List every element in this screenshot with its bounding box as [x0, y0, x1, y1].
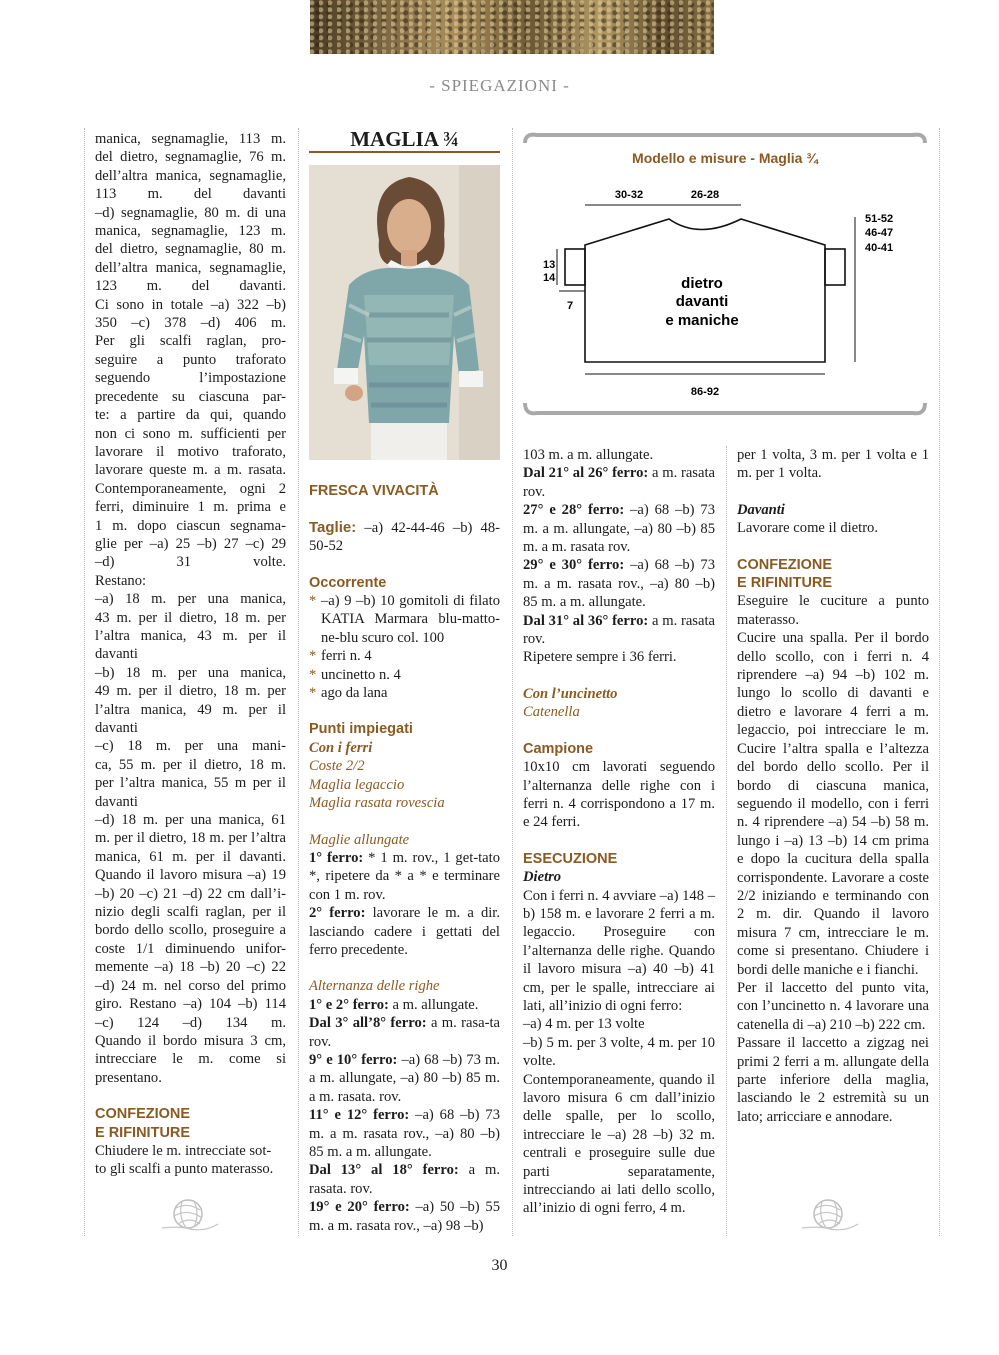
- text-line: –b) 20 –c) 21 –d) 22 cm dall’i-: [95, 885, 286, 902]
- text-line: Chiudere le m. intrecciate sot-: [95, 1142, 272, 1159]
- alt-row: [309, 1198, 500, 1235]
- text-line: del dietro, segnamaglie, 76 m.: [95, 149, 286, 166]
- conf-p3: Per il laccetto del punto vita, con l’uncinetto n. 4 lavorare una catenella di –a) 210 –b) 222 cm.: [737, 979, 929, 1033]
- measurement-diagram: [519, 125, 931, 420]
- text-line: Quando il lavoro misura –a) 19: [95, 867, 286, 884]
- row-label: Dal 21° al 26° ferro:: [523, 465, 649, 482]
- text-line: l’altra manica, 49 m. per il: [95, 701, 286, 718]
- section-header: - SPIEGAZIONI -: [429, 76, 570, 95]
- col3-row: [523, 464, 715, 501]
- text-line: Restano:: [95, 572, 147, 589]
- text-line: te: a partire da qui, quando: [95, 407, 286, 424]
- confezione-text: [95, 1142, 286, 1179]
- text-line: nizio degli scalfi raglan, per il: [95, 904, 286, 921]
- alt-text: –a) 68 –b) 73 m. a m. allungate, –a) 80 –b) 85 m. a m. rasata. rov.: [309, 1051, 500, 1105]
- text-line: davanti: [95, 793, 138, 810]
- con-ferri-heading: Con i ferri: [309, 739, 373, 756]
- taglie-label: Taglie:: [309, 518, 357, 536]
- column-divider: [84, 128, 85, 1236]
- neck-measure: 26-28: [690, 189, 720, 201]
- page-number: 30: [491, 1257, 508, 1274]
- text-line: manica, 61 m. per il davanti.: [95, 848, 286, 865]
- column-3: [523, 446, 715, 1218]
- alt-row: [309, 1106, 500, 1161]
- shoulder-measure: 30-32: [614, 189, 644, 201]
- text-line: –d) 18 m. per una manica, 61: [95, 812, 286, 829]
- text-line: Ci sono in totale –a) 322 –b): [95, 296, 286, 313]
- alt-label: Dal 13° al 18° ferro:: [309, 1162, 459, 1179]
- col4-p1: per 1 volta, 3 m. per 1 volta e 1 m. per 1 volta.: [737, 447, 929, 482]
- row-text: –a) 68 –b) 73 m. a m. rasata rov., –a) 80 –b) 85 m. a m. allungate.: [523, 557, 716, 611]
- alt-row: [309, 1051, 500, 1106]
- text-line: dell’altra manica, segnamaglie,: [95, 259, 286, 276]
- column-2: [309, 127, 501, 1235]
- conf-p4: Passare il laccetto a zigzag nei primi 2 ferri a m. allungate della parte inferiore della maglia, lasciando le 2 estremità su un lato; arricciare e annodare.: [737, 1035, 929, 1125]
- text-line: –d) 24 m. nel corso del primo: [95, 977, 286, 994]
- uncinetto-heading: Con l’uncinetto: [523, 685, 618, 702]
- text-line: 1 m. dopo ciascun segnama-: [95, 517, 286, 534]
- column-divider: [512, 128, 513, 1236]
- text-line: del dietro, segnamaglie, 80 m.: [95, 241, 286, 258]
- text-line: –d) 31 volte.: [95, 554, 286, 571]
- occorrente-item: [309, 684, 500, 702]
- pattern-title: MAGLIA ¾: [309, 130, 500, 153]
- taglie: [309, 519, 500, 556]
- campione-text: 10x10 cm lavorati seguendo l’alternanza delle righe con i ferri n. 4 corrispondono a 17 m. e 24 ferri.: [523, 759, 715, 831]
- col3-p2: Ripetere sempre i 36 ferri.: [523, 649, 677, 666]
- body-label-1: dietro: [681, 275, 723, 292]
- alt-label: Dal 3° all’8° ferro:: [309, 1015, 427, 1032]
- confezione-heading: CONFEZIONE: [737, 556, 833, 573]
- ferro-2-label: 2° ferro:: [309, 905, 366, 922]
- bullet-star: *: [309, 685, 317, 702]
- campione-heading: Campione: [523, 740, 594, 757]
- subtitle: FRESCA VIVACITÀ: [309, 483, 439, 500]
- text-line: 49 m. per il dietro, 18 m. per: [95, 683, 286, 700]
- height-measure-1: 51-52: [865, 213, 894, 225]
- davanti-heading: Davanti: [737, 501, 785, 518]
- ferro-1: [309, 849, 500, 904]
- text-line: 113 m. del davanti: [95, 186, 286, 203]
- dietro-heading: Dietro: [523, 869, 562, 886]
- diagram-title: Modello e misure - Maglia ¾: [632, 150, 818, 166]
- alt-text: –a) 68 –b) 73 m. a m. rasata rov., –a) 80 –b) 85 m. a m. allungate.: [309, 1107, 500, 1160]
- sleeve-measure-1: 13: [543, 259, 556, 271]
- row-text: a m. rasata rov.: [523, 465, 715, 500]
- davanti-text: Lavorare come il dietro.: [737, 520, 879, 537]
- diagram-top-bracket: [525, 135, 925, 143]
- text-line: –c) 18 m. per una mani-: [95, 738, 286, 755]
- taglie-value: –a) 42-44-46 –b) 48-50-52: [309, 519, 500, 555]
- ferro-1-text: * 1 m. rov., 1 get-tato *, ripetere da * a * e terminare con 1 m. rov.: [309, 849, 500, 903]
- occorrente-item: [309, 647, 500, 665]
- col3-row: [523, 556, 715, 611]
- occorrente-heading: Occorrente: [309, 574, 387, 591]
- dietro-size-a: –a) 4 m. per 13 volte: [523, 1016, 645, 1033]
- right-cuff: [825, 249, 845, 285]
- alt-text: –a) 50 –b) 55 m. a m. rasata rov., –a) 98 –b): [309, 1199, 500, 1234]
- column-4: [737, 446, 929, 1126]
- text-line: Per gli scalfi raglan, pro-: [95, 333, 286, 350]
- column-divider: [726, 446, 727, 1236]
- confezione-heading-2: E RIFINITURE: [95, 1124, 191, 1141]
- alt-text: a m. allungate.: [388, 996, 479, 1013]
- text-line: manica, segnamaglie, 123 m.: [95, 223, 286, 240]
- confezione-heading: CONFEZIONE: [95, 1106, 191, 1123]
- width-measure: 86-92: [690, 386, 720, 398]
- col3-p1: 103 m. a m. allungate.: [523, 447, 654, 463]
- text-line: dell’altra manica, segnamaglie,: [95, 167, 286, 184]
- punto-item: Maglia legaccio: [309, 776, 405, 793]
- text-line: 123 m. del davanti.: [95, 278, 286, 295]
- occorrente-item: [309, 666, 500, 684]
- ferro-1-label: 1° ferro:: [309, 849, 364, 866]
- row-text: –a) 68 –b) 73 m. a m. allungate, –a) 80 –b) 85 m. a m. rasata rov.: [523, 502, 716, 556]
- text-line: davanti: [95, 646, 138, 663]
- height-measure-3: 40-41: [865, 242, 894, 254]
- alt-text: a m. rasa-ta rov.: [309, 1015, 500, 1050]
- conf-p1: Eseguire le cuciture a punto materasso.: [737, 593, 929, 628]
- text-line: –a) 18 m. per una manica,: [95, 591, 286, 608]
- text-line: non ci sono m. sufficienti per: [95, 425, 286, 442]
- alt-row: [309, 1161, 500, 1198]
- ferro-2: [309, 904, 500, 959]
- column-1: [95, 130, 286, 1179]
- text-line: davanti: [95, 720, 138, 736]
- text-line: memente –a) 18 –b) 20 –c) 22: [95, 959, 286, 976]
- text-line: 43 m. per il dietro, 18 m. per: [95, 609, 286, 626]
- ferro-2-text: lavorare le m. a dir. lasciando cadere i gettati del ferro precedente.: [309, 905, 501, 958]
- dietro-size-b: –b) 5 m. per 3 volte, 4 m. per 10 volte.: [523, 1034, 715, 1070]
- punti-heading: Punti impiegati: [309, 721, 413, 738]
- body-label-3: e maniche: [665, 312, 739, 329]
- col3-row: [523, 501, 715, 556]
- text-line: Quando il bordo misura 3 cm,: [95, 1032, 286, 1049]
- column-divider: [298, 128, 299, 1236]
- row-label: Dal 31° al 36° ferro:: [523, 612, 649, 629]
- dietro-text-2: Contemporaneamente, quando il lavoro misura 6 cm dall’inizio delle spalle, per lo scollo, intrecciare le –a) 28 –b) 32 m. centrali e proseguire sulle due parti separatamente, intrecciando ai lati dello scollo, all’inizio di ogni ferro, 4 m.: [523, 1071, 715, 1217]
- column-divider: [939, 128, 940, 1236]
- punti-list: [309, 757, 500, 812]
- occorrente-text: uncinetto n. 4: [321, 666, 401, 683]
- row-label: 27° e 28° ferro:: [523, 502, 625, 519]
- text-line: lavorare il motivo traforato,: [95, 443, 286, 460]
- alt-row: [309, 1014, 500, 1051]
- text-line: to gli scalfi a punto materasso.: [95, 1161, 274, 1178]
- occorrente-text: ferri n. 4: [321, 648, 372, 665]
- sleeve-measure-2: 14: [543, 272, 556, 284]
- punto-item: Coste 2/2: [309, 758, 365, 775]
- text-line: seguire a punto traforato: [95, 351, 286, 368]
- alt-text: a m. rasata. rov.: [309, 1162, 500, 1197]
- left-cuff: [565, 249, 585, 285]
- uncinetto-item: Catenella: [523, 704, 580, 721]
- text-line: ferri, diminuire 1 m. prima e: [95, 499, 286, 516]
- bullet-star: *: [309, 666, 317, 683]
- row-label: 29° e 30° ferro:: [523, 557, 625, 574]
- cuff-measure: 7: [567, 300, 574, 312]
- bullet-star: *: [309, 593, 317, 610]
- text-line: m. per il dietro, 18 m. per l’altra: [95, 830, 286, 847]
- text-line: Contemporaneamente, ogni 2: [95, 480, 286, 497]
- occorrente-item: [309, 592, 500, 647]
- esecuzione-heading: ESECUZIONE: [523, 850, 618, 867]
- occorrente-text: ago da lana: [321, 685, 388, 702]
- col3-row: [523, 612, 715, 649]
- text-line: seguendo l’impostazione: [95, 370, 286, 387]
- text-line: manica, segnamaglie, 113 m.: [95, 131, 286, 147]
- yarn-ball-icon: [800, 1196, 860, 1232]
- top-knit-photo: [310, 0, 714, 54]
- occorrente-text: –a) 9 –b) 10 gomitoli di filato KATIA Marmara blu-matto-ne-blu scuro col. 100: [321, 593, 500, 646]
- text-line: presentano.: [95, 1069, 162, 1086]
- text-line: l’altra manica, 43 m. per il: [95, 627, 286, 644]
- height-measure-2: 46-47: [865, 227, 894, 239]
- alt-row: [309, 996, 500, 1014]
- model-photo: [309, 165, 500, 460]
- punto-item: Maglia rasata rovescia: [309, 795, 445, 812]
- row-text: a m. rasata rov.: [523, 612, 715, 648]
- alt-label: 1° e 2° ferro:: [309, 996, 389, 1013]
- text-line: –c) 124 –d) 134 m.: [95, 1014, 286, 1031]
- text-line: ca, 55 m. per il dietro, 18 m.: [95, 756, 286, 773]
- col1-text: [95, 130, 286, 1087]
- text-line: lavorare queste m. a m. rasata.: [95, 462, 286, 479]
- alt-label: 9° e 10° ferro:: [309, 1051, 398, 1068]
- model-photo-illustration: [309, 165, 500, 460]
- text-line: 350 –c) 378 –d) 406 m.: [95, 315, 286, 332]
- bullet-star: *: [309, 648, 317, 665]
- diagram-bottom-bracket: [525, 403, 925, 413]
- text-line: coste 1/1 diminuendo unifor-: [95, 940, 286, 957]
- body-label-2: davanti: [675, 293, 729, 310]
- text-line: per l’altra manica, 55 m per il: [95, 775, 286, 792]
- alternanza-heading: Alternanza delle righe: [309, 978, 440, 995]
- text-line: precedente su ciascuna par-: [95, 388, 286, 405]
- alt-label: 11° e 12° ferro:: [309, 1107, 410, 1124]
- occorrente-list: [309, 592, 500, 702]
- dietro-text: Con i ferri n. 4 avviare –a) 148 –b) 158 m. e lavorare 2 ferri a m. legaccio. Proseguire con l’alternanza delle righe. Quando il lavoro misura –a) 40 –b) 41 cm, per le spalle, intrecciare ai lati, all’inizio di ogni ferro:: [523, 887, 715, 1014]
- text-line: –d) segnamaglie, 80 m. di una: [95, 204, 286, 221]
- yarn-ball-icon: [160, 1196, 220, 1232]
- text-line: giro. Restano –a) 104 –b) 114: [95, 996, 286, 1013]
- text-line: intrecciare le m. come si: [95, 1051, 286, 1068]
- text-line: –b) 18 m. per una manica,: [95, 664, 286, 681]
- text-line: bordo dello scollo, proseguire a: [95, 922, 286, 939]
- text-line: glie per –a) 25 –b) 27 –c) 29: [95, 535, 286, 552]
- conf-p2: Cucire una spalla. Per il bordo dello scollo, con i ferri n. 4 riprendere –a) 94 –b) 102 m. lungo lo scollo di davanti e dietro e lavorare 4 ferri a m. legaccio, poi intrecciare le m. Cucire l’altra spalla e l’altezza del bordo dello scollo. Per il bordo di ciascuna manica, seguendo il modello, con i ferri n. 4 riprendere –a) 54 –b) 58 m. lungo i –a) 13 –b) 14 cm prima e dopo la cucitura della spalla corrispondente. Lavorare a coste 2/2 iniziando e terminando con 2 m. dir. Quando il lavoro misura 7 cm, intrecciare le m. come si presentano. Chiudere i bordi delle maniche e i fianchi.: [737, 630, 929, 978]
- confezione-heading-2: E RIFINITURE: [737, 575, 833, 592]
- maglie-allungate-heading: Maglie allungate: [309, 831, 410, 848]
- alt-label: 19° e 20° ferro:: [309, 1199, 410, 1216]
